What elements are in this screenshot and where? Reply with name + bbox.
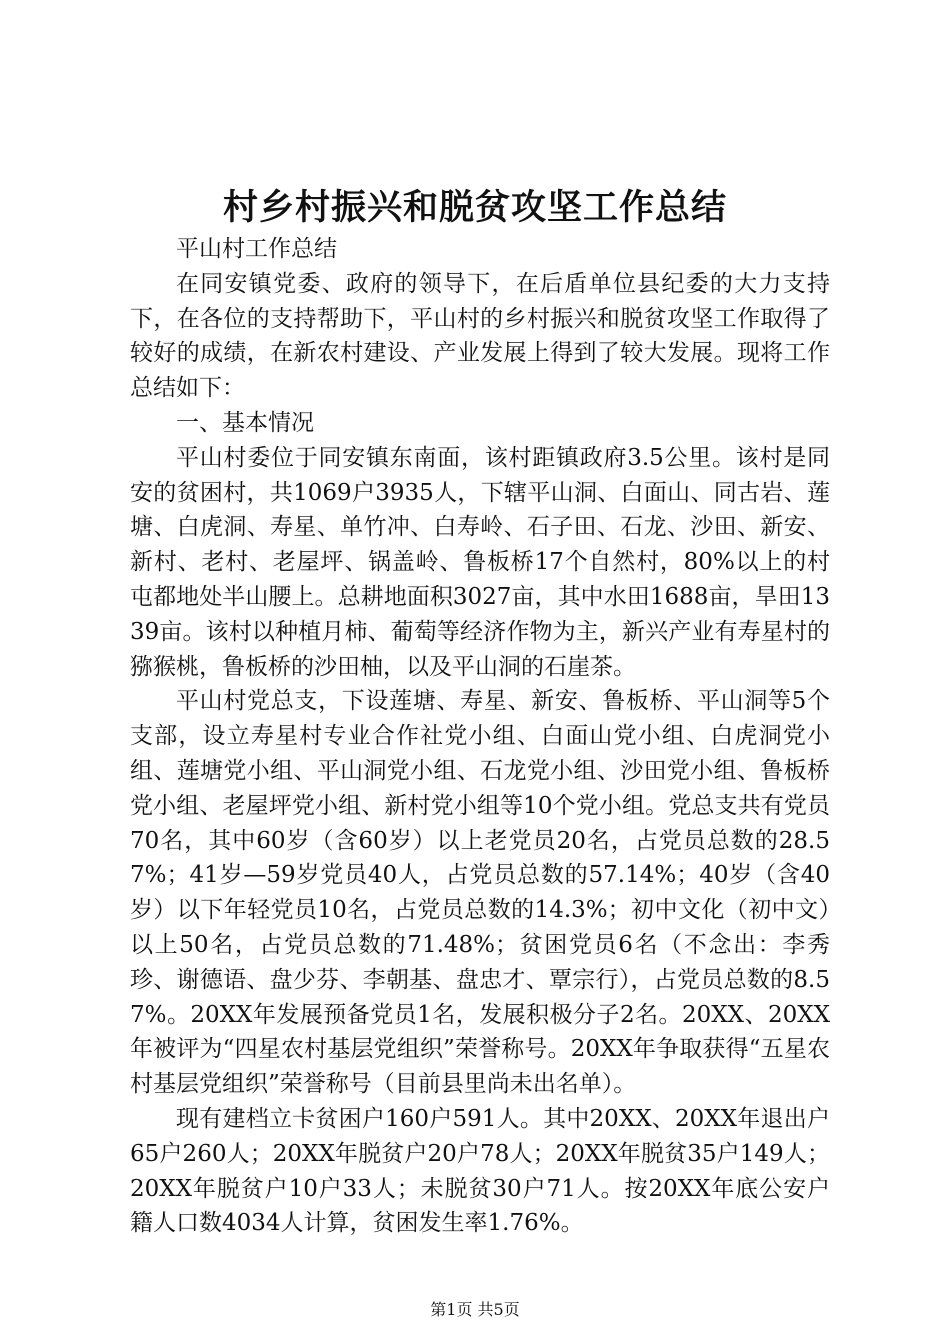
paragraph-subtitle: 平山村工作总结 <box>176 236 337 262</box>
document-body <box>130 232 830 1241</box>
page-footer: 第1页 共5页 <box>430 1300 520 1319</box>
section-heading-basic-info: 一、基本情况 <box>176 409 314 436</box>
paragraph-party-organization: 平山村党总支，下设莲塘、寿星、新安、鲁板桥、平山洞等5个支部，设立寿星村专业合作社党小组、白面山党小组、白虎洞党小组、莲塘党小组、平山洞党小组、石龙党小组、沙田党小组、鲁板桥党小组、老屋坪党小组、新村党小组等10个党小组。党总支共有党员70名，其中60岁（含60岁）以上老党员20名，占党员总数的28.57%；41岁—59岁党员40人，占党员总数的57.14%；40岁（含40岁）以下年轻党员10名，占党员总数的14.3%；初中文化（初中文）以上50名，占党员总数的71.48%；贫困党员6名（不念出：李秀珍、谢德语、盘少芬、李朝基、盘忠才、覃宗行），占党员总数的8.57%。20XX年发展预备党员1名，发展积极分子2名。20XX、20XX年被评为“四星农村基层党组织”荣誉称号。20XX年争取获得“五星农村基层党组织”荣誉称号（目前县里尚未出名单）。 <box>130 688 830 1098</box>
document-title: 村乡村振兴和脱贫攻坚工作总结 <box>222 187 727 228</box>
paragraph-poverty-households: 现有建档立卡贫困户160户591人。其中20XX、20XX年退出户65户260人；20XX年脱贫户20户78人；20XX年脱贫35户149人；20XX年脱贫户10户33人；未脱贫30户71人。按20XX年底公安户籍人口数4034人计算，贫困发生率1.76%。 <box>130 1105 830 1237</box>
paragraph-intro: 在同安镇党委、政府的领导下，在后盾单位县纪委的大力支持下，在各位的支持帮助下，平山村的乡村振兴和脱贫攻坚工作取得了较好的成绩，在新农村建设、产业发展上得到了较大发展。现将工作总结如下： <box>130 270 830 402</box>
paragraph-village-overview: 平山村委位于同安镇东南面，该村距镇政府3.5公里。该村是同安的贫困村，共1069户3935人，下辖平山洞、白面山、同古岩、莲塘、白虎洞、寿星、单竹冲、白寿岭、石子田、石龙、沙田、新安、新村、老村、老屋坪、锅盖岭、鲁板桥17个自然村，80%以上的村屯都地处半山腰上。总耕地面积3027亩，其中水田1688亩，旱田1339亩。该村以种植月柿、葡萄等经济作物为主，新兴产业有寿星村的猕猴桃，鲁板桥的沙田柚，以及平山洞的石崖茶。 <box>130 444 830 680</box>
